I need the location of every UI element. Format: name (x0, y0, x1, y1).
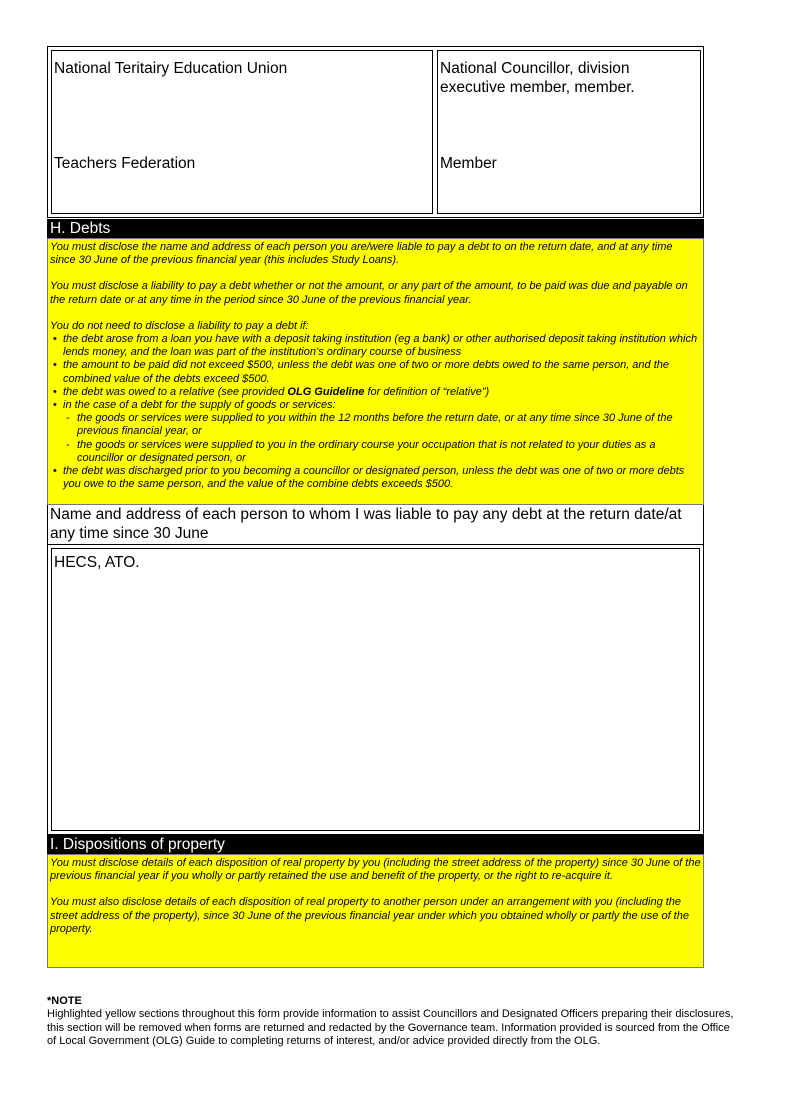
list-item: - the goods or services were supplied to you within the 12 months before the return date, or at any time since 30 June of the previous financial year, or (66, 412, 673, 438)
debts-answer-field[interactable] (51, 548, 700, 831)
list-item: • the amount to be paid did not exceed $500, unless the debt was one of two or more debts owed to the same person, and the combined value of the debts exceed $500. (53, 359, 670, 385)
note-text: Highlighted yellow sections throughout this form provide information to assist Councillors and Designated Officers preparing their disclosures, this section will be removed when forms are returned and redacted by the Governance team. Information provided is sourced from the Office of Local Government (OLG) Guide to completing returns of interest, and/or advice provided directly from the OLG. (47, 1008, 734, 1048)
debts-question: Name and address of each person to whom I was liable to pay any debt at the return date/at any time since 30 June (47, 505, 704, 545)
interests-right-cell (437, 50, 701, 214)
debts-info-p1: You must disclose the name and address of each person you are/were liable to pay a debt to on the return date, and at any time since 30 June of the previous financial year (this includes Study Loans). (50, 241, 673, 267)
olg-guideline-ref: OLG Guideline (287, 385, 365, 398)
bullet-glyph: • (53, 385, 57, 398)
debts-info-p3: You do not need to disclose a liability to pay a debt if: (50, 319, 309, 332)
dash-glyph: - (66, 412, 70, 425)
bullet-glyph: • (53, 359, 57, 372)
interests-left-cell (51, 50, 433, 214)
dispositions-info-p1: You must disclose details of each disposition of real property by you (including the street address of the property) since 30 June of the previous financial year if you wholly or partly retained the use and benefit of the property, or the right to re-acquire it. (50, 857, 701, 883)
list-item: • the debt was discharged prior to you becoming a councillor or designated person, unless the debt was one of two or more debts you owe to the same person, and the value of the combine debts exceeds $500. (53, 465, 685, 491)
bullet-glyph: • (53, 465, 57, 478)
debts-exemption-list (50, 333, 701, 491)
debts-answer-text: HECS, ATO. (54, 554, 140, 571)
interest-role-2: Member (440, 155, 497, 172)
dispositions-info-block (47, 854, 704, 968)
interest-org-1: National Teritairy Education Union (54, 60, 288, 77)
interest-role-1-line1: National Councillor, division (440, 60, 630, 77)
dash-glyph: - (66, 438, 70, 451)
list-item: • in the case of a debt for the supply of goods or services: (53, 399, 336, 412)
list-item: • the debt was owed to a relative (see provided OLG Guideline for definition of “relative”) (53, 385, 490, 398)
debts-heading: H. Debts (47, 219, 704, 238)
dispositions-heading: I. Dispositions of property (47, 835, 704, 854)
interest-org-2: Teachers Federation (54, 155, 196, 172)
interest-role-1-line2: executive member, member. (440, 79, 635, 96)
form-note (47, 995, 737, 1049)
note-title: *NOTE (47, 995, 82, 1007)
dispositions-info-p2: You must also disclose details of each disposition of real property to another person under an arrangement with you (including the street address of the property), since 30 June of the previous financial year under which you obtained wholly or partly the use of the property. (50, 896, 689, 935)
bullet-glyph: • (53, 399, 57, 412)
interests-table (47, 46, 704, 218)
debts-answer-box[interactable] (47, 544, 704, 835)
debts-info-block (47, 238, 704, 505)
debts-info-p2: You must disclose a liability to pay a debt whether or not the amount, or any part of the amount, to be paid was due and payable on the return date or at any time in the period since 30 June of the previous financial year. (50, 280, 688, 306)
bullet-glyph: • (53, 333, 57, 346)
list-item: • the debt arose from a loan you have with a deposit taking institution (eg a bank) or other authorised deposit taking institution which lends money, and the loan was part of the institution’s ordinary course of business (53, 333, 698, 359)
list-item: - the goods or services were supplied to you in the ordinary course your occupation that is not related to your duties as a councillor or designated person, or (66, 438, 656, 464)
